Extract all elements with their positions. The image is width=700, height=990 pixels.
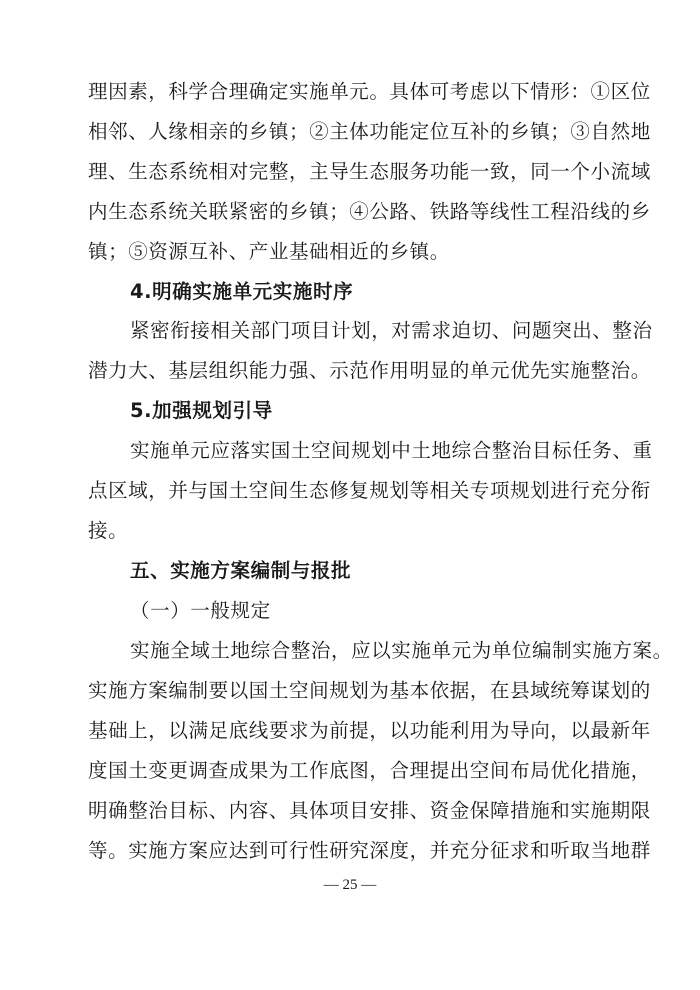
body-line: 度国土变更调查成果为工作底图，合理提出空间布局优化措施，: [88, 759, 651, 782]
body-line: 接。: [88, 519, 129, 542]
subsection-heading: （一）一般规定: [130, 599, 271, 622]
page-number: — 25 —: [323, 877, 377, 893]
body-line: 内生态系统关联紧密的乡镇；④公路、铁路等线性工程沿线的乡: [88, 200, 651, 223]
body-line: 等。实施方案应达到可行性研究深度，并充分征求和听取当地群: [88, 839, 651, 862]
body-line: 相邻、人缘相亲的乡镇；②主体功能定位互补的乡镇；③自然地: [88, 120, 651, 143]
body-line: 紧密衔接相关部门项目计划，对需求迫切、问题突出、整治: [130, 319, 653, 342]
heading-5: 5.加强规划引导: [130, 399, 273, 422]
body-line: 基础上，以满足底线要求为前提，以功能利用为导向，以最新年: [88, 719, 651, 742]
body-line: 实施全域土地综合整治，应以实施单元为单位编制实施方案。: [130, 639, 673, 662]
body-line: 明确整治目标、内容、具体项目安排、资金保障措施和实施期限: [88, 799, 651, 822]
body-line: 实施方案编制要以国土空间规划为基本依据，在县域统筹谋划的: [88, 679, 651, 702]
body-line: 实施单元应落实国土空间规划中土地综合整治目标任务、重: [130, 439, 653, 462]
body-line: 潜力大、基层组织能力强、示范作用明显的单元优先实施整治。: [88, 359, 651, 382]
body-line: 理因素，科学合理确定实施单元。具体可考虑以下情形：①区位: [88, 80, 651, 103]
body-line: 理、生态系统相对完整，主导生态服务功能一致，同一个小流域: [88, 160, 651, 183]
body-line: 点区域，并与国土空间生态修复规划等相关专项规划进行充分衔: [88, 479, 651, 502]
section-heading: 五、实施方案编制与报批: [130, 559, 352, 582]
body-line: 镇；⑤资源互补、产业基础相近的乡镇。: [88, 240, 450, 263]
heading-4: 4.明确实施单元实施时序: [130, 280, 354, 303]
